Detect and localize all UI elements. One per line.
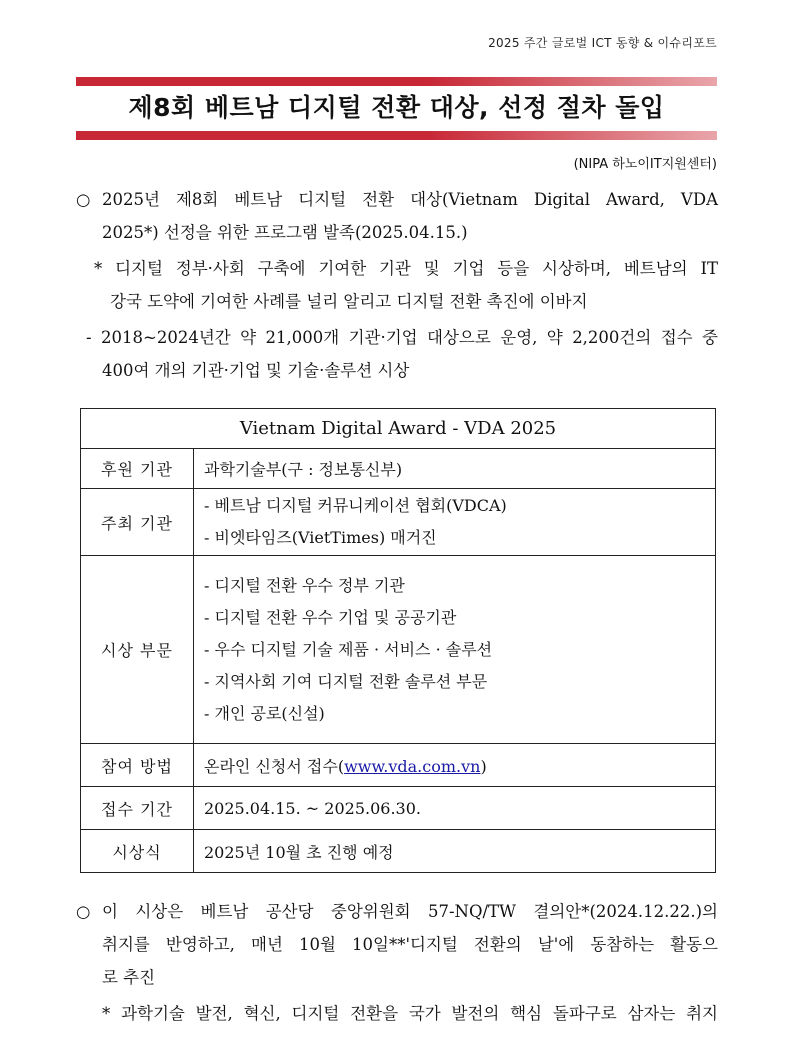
report-header: 2025 주간 글로벌 ICT 동향 & 이슈리포트 xyxy=(488,36,717,50)
table-row xyxy=(81,744,716,787)
section1-paragraph xyxy=(76,183,718,387)
table-row xyxy=(81,556,716,744)
title-bottom-bar xyxy=(76,131,717,140)
vda-info-table xyxy=(80,408,716,873)
row-value: 2025.04.15. ~ 2025.06.30. xyxy=(194,787,716,830)
section1-note-line2: 강국 도약에 기여한 사례를 널리 알리고 디지털 전환 촉진에 이바지 xyxy=(110,292,588,311)
row-label: 참여 방법 xyxy=(81,744,194,787)
article-source: (NIPA 하노이IT지원센터) xyxy=(573,157,717,172)
table-row xyxy=(81,489,716,556)
bullet-circle: ○ xyxy=(76,902,91,921)
section1-dash-line2: 400여 개의 기관·기업 및 기술·솔루션 시상 xyxy=(102,361,410,380)
vda-website-link[interactable]: www.vda.com.vn xyxy=(344,756,481,776)
list-item: - 베트남 디지털 커뮤니케이션 협회(VDCA) xyxy=(204,496,507,515)
bullet-circle: ○ xyxy=(76,190,91,209)
row-label: 주최 기관 xyxy=(81,489,194,556)
row-label: 접수 기간 xyxy=(81,787,194,830)
row-value: 과학기술부(구 : 정보통신부) xyxy=(194,449,716,489)
section2-paragraph xyxy=(76,895,718,1030)
row-label: 시상 부문 xyxy=(81,556,194,744)
section2-line1: 이 시상은 베트남 공산당 중앙위원회 57-NQ/TW 결의안*(2024.12.22.)의 xyxy=(102,902,718,921)
list-item: - 디지털 전환 우수 기업 및 공공기관 xyxy=(204,607,457,627)
section1-note-line1: * 디지털 정부·사회 구축에 기여한 기관 및 기업 등을 시상하며, 베트남의 IT xyxy=(94,259,718,278)
row-value: 2025년 10월 초 진행 예정 xyxy=(194,830,716,873)
list-item: - 우수 디지털 기술 제품 · 서비스 · 솔루션 xyxy=(204,639,493,659)
section2-note-line1: * 과학기술 발전, 혁신, 디지털 전환을 국가 발전의 핵심 돌파구로 삼자는 취지 xyxy=(102,1004,718,1023)
table-row xyxy=(81,449,716,489)
section1-line2: 2025*) 선정을 위한 프로그램 발족(2025.04.15.) xyxy=(102,223,468,242)
list-item: - 디지털 전환 우수 정부 기관 xyxy=(204,575,405,595)
section1-line1: 2025년 제8회 베트남 디지털 전환 대상(Vietnam Digital Award, VDA xyxy=(102,190,718,209)
table-row xyxy=(81,787,716,830)
section1-dash-line1: - 2018~2024년간 약 21,000개 기관·기업 대상으로 운영, 약 2,200건의 접수 중 xyxy=(86,328,718,347)
list-item: - 개인 공로(신설) xyxy=(204,703,325,723)
article-title: 제8회 베트남 디지털 전환 대상, 선정 절차 돌입 xyxy=(128,93,665,122)
row-value: 온라인 신청서 접수(www.vda.com.vn) xyxy=(194,744,716,787)
row-label: 후원 기관 xyxy=(81,449,194,489)
list-item: - 지역사회 기여 디지털 전환 솔루션 부문 xyxy=(204,671,488,691)
list-item: - 비엣타임즈(VietTimes) 매거진 xyxy=(204,528,437,547)
table-title: Vietnam Digital Award - VDA 2025 xyxy=(81,409,716,449)
section2-line2: 취지를 반영하고, 매년 10월 10일**'디지털 전환의 날'에 동참하는 활동으 xyxy=(102,935,718,954)
table-row xyxy=(81,830,716,873)
section2-line3: 로 추진 xyxy=(102,968,156,987)
row-label: 시상식 xyxy=(81,830,194,873)
title-top-bar xyxy=(76,77,717,86)
